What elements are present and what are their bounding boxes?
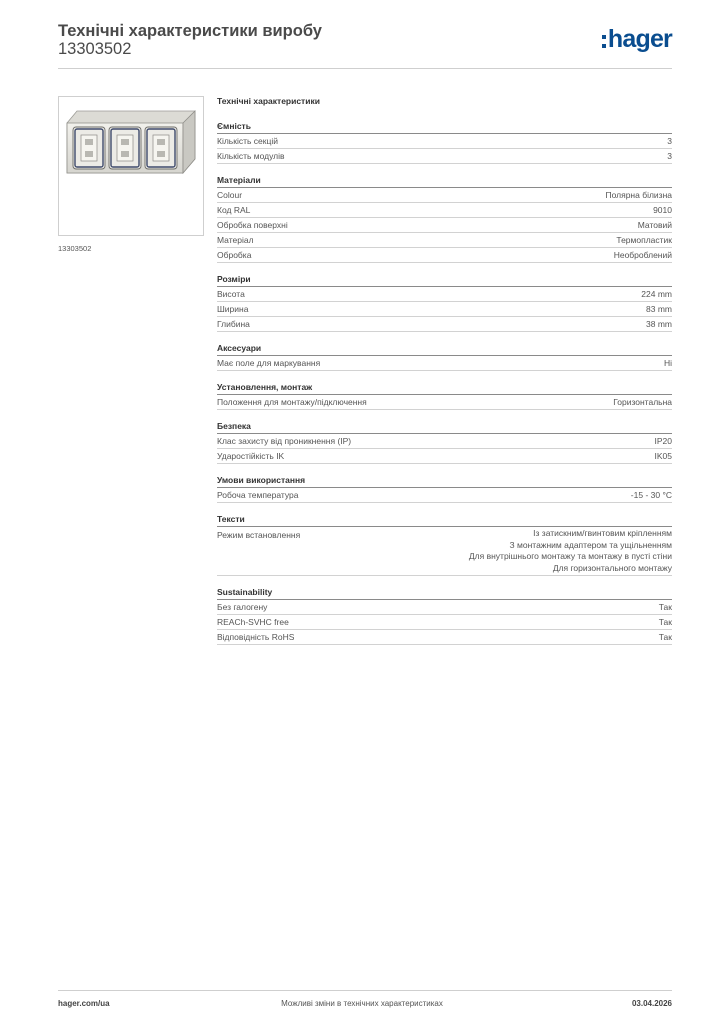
spec-value: IK05 — [654, 451, 672, 461]
logo-text: hager — [607, 24, 672, 53]
spec-key: Матеріал — [217, 235, 254, 245]
spec-value-list — [469, 528, 672, 574]
spec-row — [217, 630, 672, 645]
section-title: Установлення, монтаж — [217, 381, 672, 395]
spec-key: Кількість модулів — [217, 151, 285, 161]
spec-row — [217, 527, 672, 576]
spec-value: Горизонтальна — [613, 397, 672, 407]
spec-row — [217, 218, 672, 233]
spec-value: 83 mm — [646, 304, 672, 314]
spec-row — [217, 395, 672, 410]
product-image-caption: 13303502 — [58, 244, 92, 253]
spec-row — [217, 615, 672, 630]
spec-row — [217, 449, 672, 464]
spec-key: Ударостійкість IK — [217, 451, 285, 461]
spec-row — [217, 356, 672, 371]
spec-key: Клас захисту від проникнення (IP) — [217, 436, 352, 446]
spec-value: Так — [658, 602, 672, 612]
spec-key: Режим встановлення — [217, 530, 301, 540]
spec-row — [217, 302, 672, 317]
spec-section-capacity — [217, 120, 672, 164]
spec-key: Положення для монтажу/підключення — [217, 397, 367, 407]
section-title: Аксесуари — [217, 342, 672, 356]
section-title: Матеріали — [217, 174, 672, 188]
spec-section-installation — [217, 381, 672, 410]
spec-row — [217, 134, 672, 149]
technical-specs — [217, 96, 672, 645]
spec-section-safety — [217, 420, 672, 464]
triple-frame-illustration — [59, 97, 203, 235]
specs-heading: Технічні характеристики — [217, 96, 320, 106]
spec-key: Обробка — [217, 250, 252, 260]
spec-row — [217, 287, 672, 302]
section-title: Безпека — [217, 420, 672, 434]
spec-value: Так — [658, 632, 672, 642]
spec-value: Необроблений — [613, 250, 672, 260]
document-title: Технічні характеристики виробу — [58, 22, 322, 40]
spec-section-accessories — [217, 342, 672, 371]
spec-key: Кількість секцій — [217, 136, 278, 146]
spec-row — [217, 188, 672, 203]
spec-key: Ширина — [217, 304, 249, 314]
spec-value: 3 — [667, 136, 672, 146]
spec-value: 3 — [667, 151, 672, 161]
spec-value-line: Для горизонтального монтажу — [552, 562, 672, 573]
spec-value: Полярна білизна — [605, 190, 672, 200]
footer-divider — [58, 990, 672, 991]
spec-section-conditions — [217, 474, 672, 503]
spec-key: Обробка поверхні — [217, 220, 288, 230]
spec-value: 9010 — [653, 205, 672, 215]
spec-value: 38 mm — [646, 319, 672, 329]
product-code: 13303502 — [58, 40, 132, 58]
section-title: Умови використання — [217, 474, 672, 488]
header-divider — [58, 68, 672, 69]
spec-value-line: Для внутрішнього монтажу та монтажу в пусті стіни — [468, 551, 672, 561]
spec-row — [217, 248, 672, 263]
spec-key: Має поле для маркування — [217, 358, 321, 368]
section-title: Розміри — [217, 273, 672, 287]
footer-website-link[interactable]: hager.com/ua — [58, 999, 110, 1008]
spec-row — [217, 317, 672, 332]
spec-row — [217, 488, 672, 503]
spec-key: REACh-SVHC free — [217, 617, 289, 627]
spec-row — [217, 600, 672, 615]
spec-key: Висота — [217, 289, 245, 299]
spec-key: Робоча температура — [217, 490, 299, 500]
section-title: Sustainability — [217, 586, 672, 600]
product-image — [58, 96, 204, 236]
section-title: Ємність — [217, 120, 672, 134]
spec-value: Ні — [663, 358, 672, 368]
spec-section-texts — [217, 513, 672, 576]
spec-value-line: З монтажним адаптером та ущільненням — [509, 539, 672, 550]
spec-section-sustainability — [217, 586, 672, 645]
spec-value: Матовий — [637, 220, 672, 230]
spec-key: Без галогену — [217, 602, 268, 612]
spec-value: Так — [658, 617, 672, 627]
spec-section-materials — [217, 174, 672, 263]
spec-section-dimensions — [217, 273, 672, 332]
spec-value: IP20 — [654, 436, 672, 446]
hager-logo — [602, 26, 672, 52]
footer-disclaimer: Можливі зміни в технічних характеристиках — [281, 999, 443, 1008]
page-header — [58, 22, 672, 70]
spec-value: Термопластик — [616, 235, 672, 245]
section-title: Тексти — [217, 513, 672, 527]
spec-value: -15 - 30 °C — [630, 490, 672, 500]
spec-row — [217, 233, 672, 248]
spec-row — [217, 434, 672, 449]
spec-value: 224 mm — [641, 289, 672, 299]
spec-value-line: Із затискним/гвинтовим кріпленням — [533, 528, 672, 538]
spec-key: Глибина — [217, 319, 250, 329]
spec-row — [217, 203, 672, 218]
spec-key: Відповідність RoHS — [217, 632, 295, 642]
logo-dots-icon — [602, 35, 606, 48]
spec-key: Код RAL — [217, 205, 251, 215]
spec-row — [217, 149, 672, 164]
spec-key: Colour — [217, 190, 243, 200]
footer-date: 03.04.2026 — [631, 999, 672, 1008]
